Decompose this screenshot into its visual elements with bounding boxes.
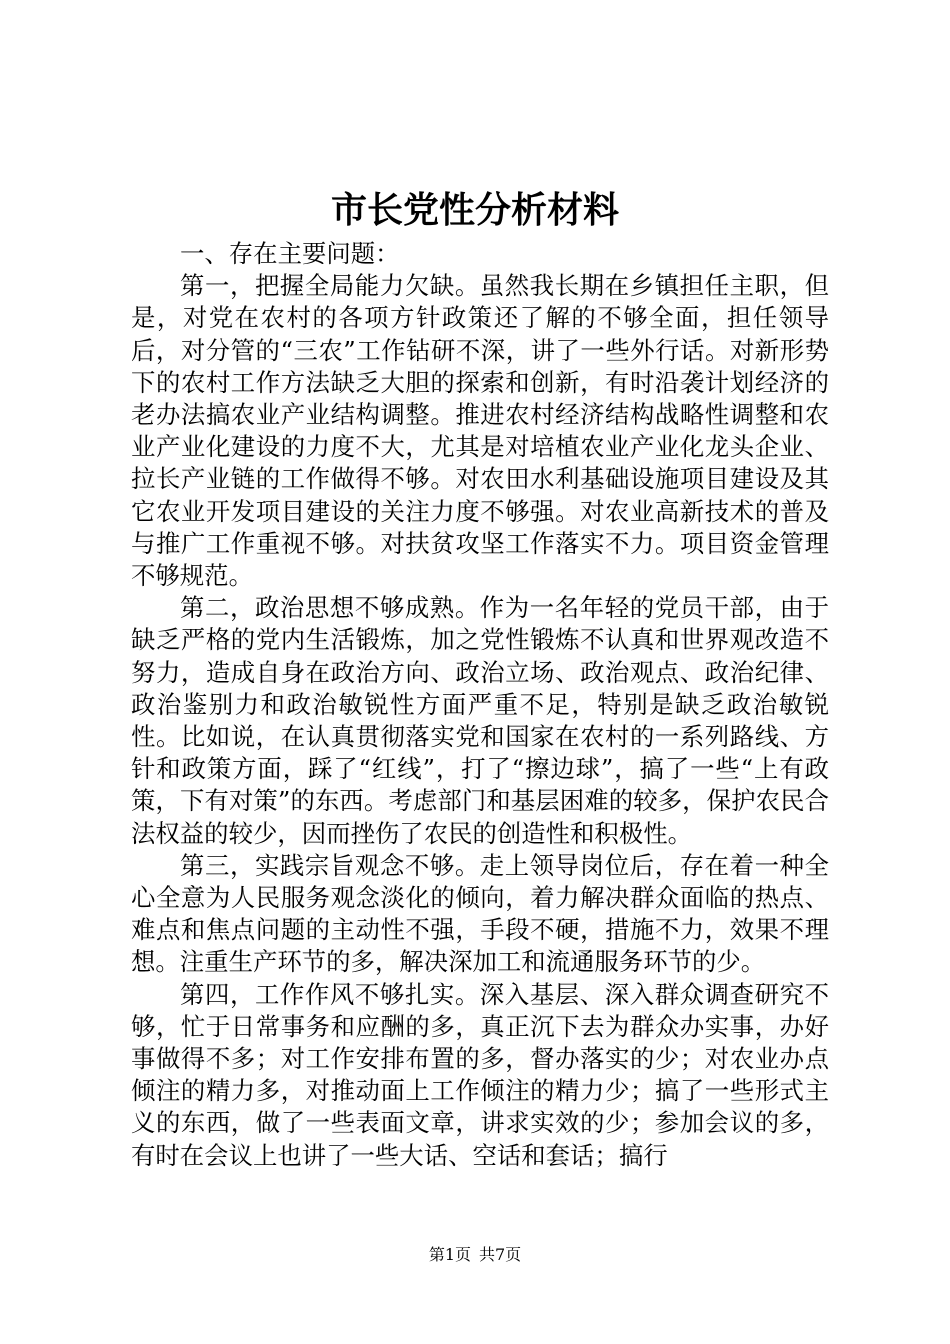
document-body [131,238,829,1172]
page-number: 第1页 [428,1245,471,1264]
paragraph-fourth-issue: 第四，工作作风不够扎实。深入基层、深入群众调查研究不够，忙于日常事务和应酬的多，真正沉下去为群众办实事，办好事做得不多；对工作安排布置的多，督办落实的少；对农业办点倾注的精力多，对推动面上工作倾注的精力少；搞了一些形式主义的东西，做了一些表面文章，讲求实效的少；参加会议的多，有时在会议上也讲了一些大话、空话和套话；搞行 [131,979,829,1170]
paragraph-section-heading: 一、存在主要问题： [180,239,400,268]
page-footer [0,1244,950,1266]
paragraph-third-issue: 第三，实践宗旨观念不够。走上领导岗位后，存在着一种全心全意为人民服务观念淡化的倾向，着力解决群众面临的热点、难点和焦点问题的主动性不强，手段不硬，措施不力，效果不理想。注重生产环节的多，解决深加工和流通服务环节的少。 [131,850,829,977]
total-pages: 共7页 [479,1245,522,1264]
document-title: 市长党性分析材料 [330,189,619,231]
paragraph-second-issue: 第二，政治思想不够成熟。作为一名年轻的党员干部，由于缺乏严格的党内生活锻炼，加之党性锻炼不认真和世界观改造不努力，造成自身在政治方向、政治立场、政治观点、政治纪律、政治鉴别力和政治敏锐性方面严重不足，特别是缺乏政治敏锐性。比如说，在认真贯彻落实党和国家在农村的一系列路线、方针和政策方面，踩了“红线”，打了“擦边球”，搞了一些“上有政策，下有对策”的东西。考虑部门和基层困难的较多，保护农民合法权益的较少，因而挫伤了农民的创造性和积极性。 [131,593,829,848]
paragraph-first-issue: 第一，把握全局能力欠缺。虽然我长期在乡镇担任主职，但是，对党在农村的各项方针政策还了解的不够全面，担任领导后，对分管的“三农”工作钻研不深，讲了一些外行话。对新形势下的农村工作方法缺乏大胆的探索和创新，有时沿袭计划经济的老办法搞农业产业结构调整。推进农村经济结构战略性调整和农业产业化建设的力度不大，尤其是对培植农业产业化龙头企业、拉长产业链的工作做得不够。对农田水利基础设施项目建设及其它农业开发项目建设的关注力度不够强。对农业高新技术的普及与推广工作重视不够。对扶贫攻坚工作落实不力。项目资金管理不够规范。 [131,271,829,591]
